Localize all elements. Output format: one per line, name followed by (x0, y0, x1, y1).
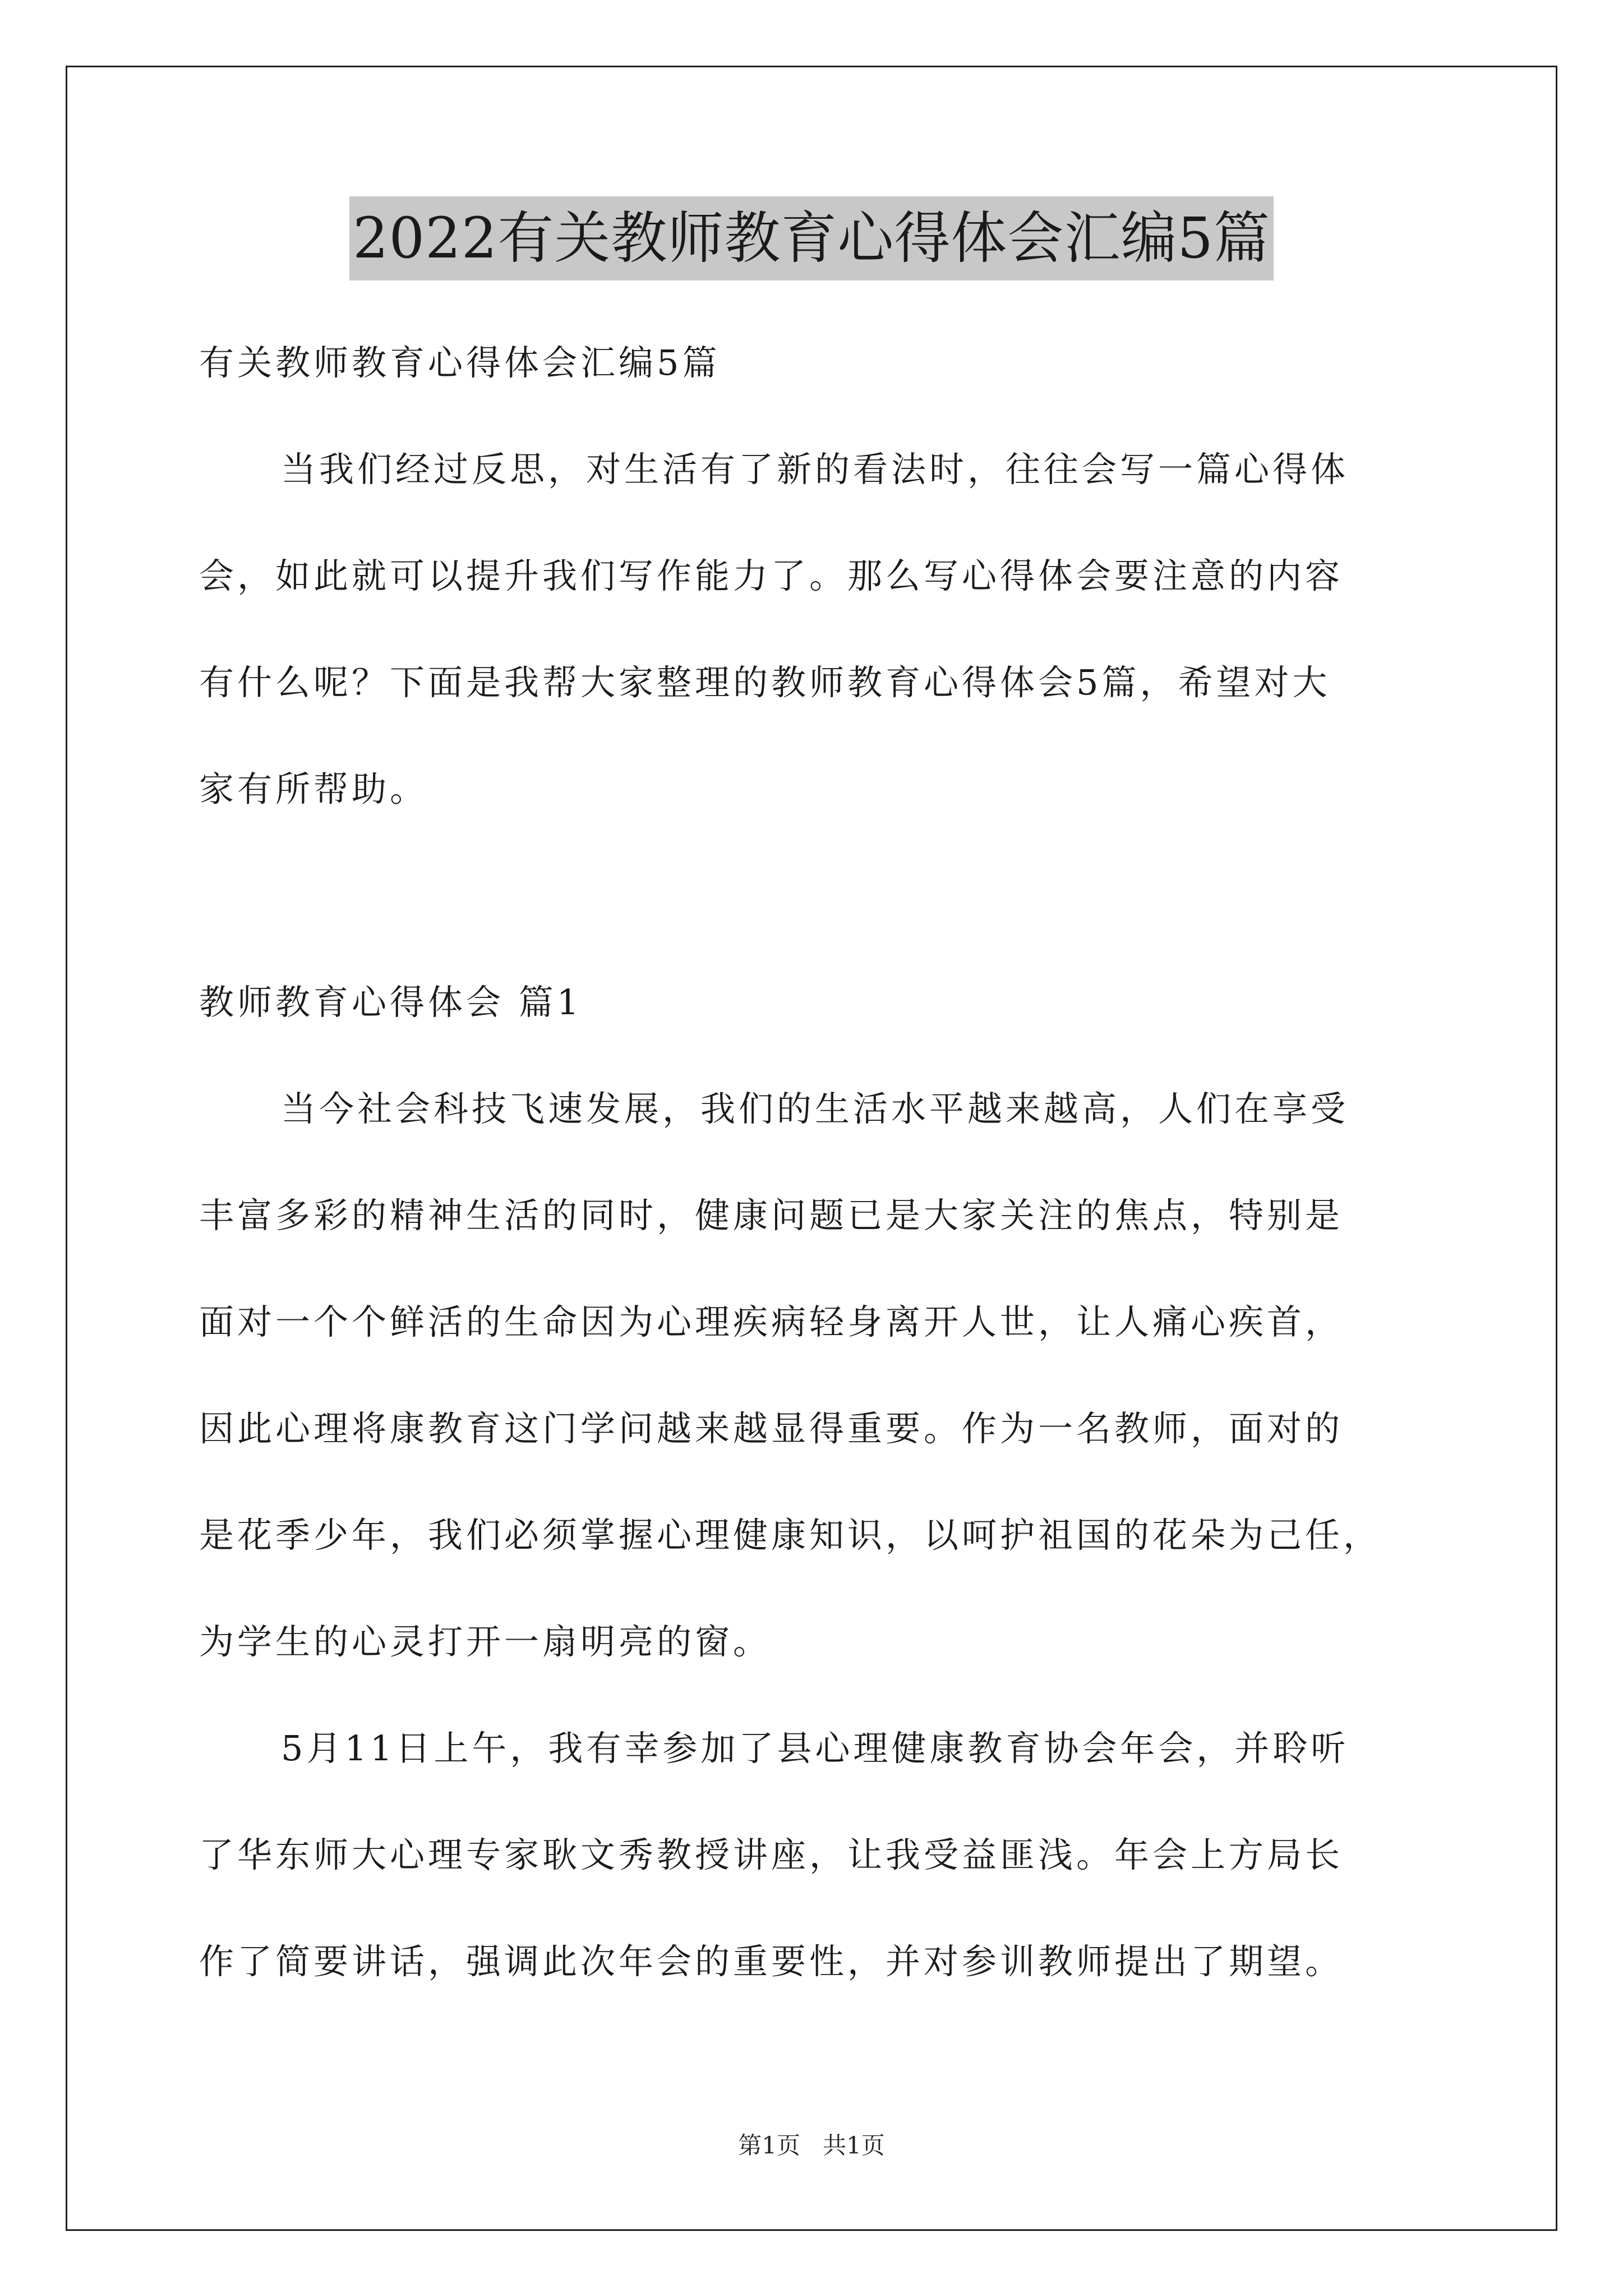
paragraph-line: 因此心理将康教育这门学问越来越显得重要。作为一名教师，面对的 (199, 1408, 1344, 1449)
document-body (199, 310, 1427, 2015)
section-heading: 教师教育心得体会 篇1 (199, 982, 583, 1023)
paragraph-line: 了华东师大心理专家耿文秀教授讲座，让我受益匪浅。年会上方局长 (199, 1834, 1344, 1875)
paragraph-line: 作了简要讲话，强调此次年会的重要性，并对参训教师提出了期望。 (199, 1941, 1344, 1982)
paragraph-2 (199, 1695, 1427, 2015)
paragraph-line: 为学生的心灵打开一扇明亮的窗。 (199, 1621, 772, 1662)
page-footer (0, 2129, 1623, 2162)
paragraph-1 (199, 1056, 1427, 1695)
paragraph-line: 5月11日上午，我有幸参加了县心理健康教育协会年会，并聆听 (281, 1728, 1349, 1769)
intro-paragraph (199, 416, 1427, 843)
title-container (0, 196, 1623, 280)
paragraph-line: 当今社会科技飞速发展，我们的生活水平越来越高，人们在享受 (281, 1088, 1349, 1129)
paragraph-line: 丰富多彩的精神生活的同时，健康问题已是大家关注的焦点，特别是 (199, 1195, 1344, 1236)
intro-line: 会，如此就可以提升我们写作能力了。那么写心得体会要注意的内容 (199, 555, 1344, 596)
document-title: 2022有关教师教育心得体会汇编5篇 (349, 196, 1274, 280)
intro-line: 当我们经过反思，对生活有了新的看法时，往往会写一篇心得体 (281, 449, 1349, 490)
page-number: 第1页 (738, 2132, 800, 2159)
intro-line: 有什么呢？下面是我帮大家整理的教师教育心得体会5篇，希望对大 (199, 662, 1331, 703)
intro-line: 家有所帮助。 (199, 769, 428, 809)
page-total: 共1页 (823, 2132, 885, 2159)
paragraph-line: 面对一个个鲜活的生命因为心理疾病轻身离开人世，让人痛心疾首， (199, 1301, 1344, 1342)
document-subtitle: 有关教师教育心得体会汇编5篇 (199, 342, 721, 383)
paragraph-line: 是花季少年，我们必须掌握心理健康知识，以呵护祖国的花朵为己任， (199, 1515, 1382, 1556)
